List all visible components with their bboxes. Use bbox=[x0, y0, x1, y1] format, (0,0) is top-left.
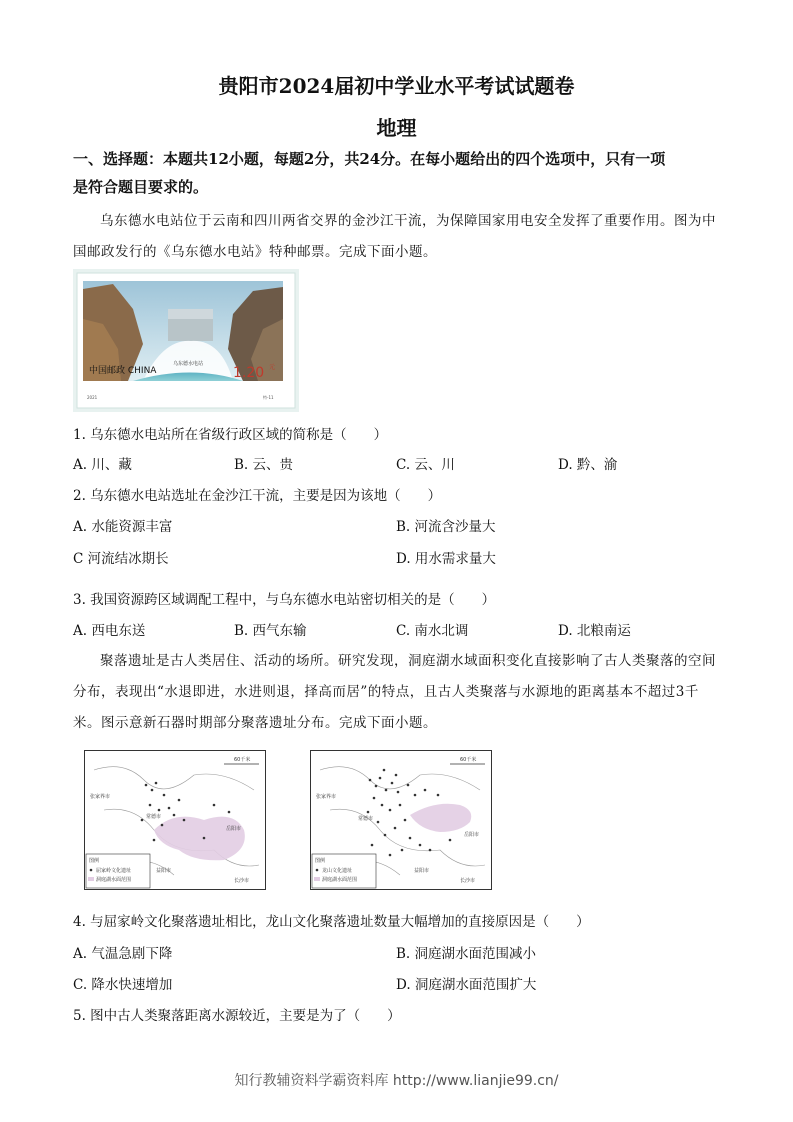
question-4-option-d[interactable]: D. 洞庭湖水面范围扩大 bbox=[396, 977, 537, 993]
settlement-map-longshan bbox=[310, 750, 492, 890]
city-label: 长沙市 bbox=[234, 878, 250, 884]
question-5-stem: 5. 图中古人类聚落距离水源较近，主要是为了（ ） bbox=[73, 1008, 401, 1024]
passage-line: 乌东德水电站位于云南和四川两省交界的金沙江干流，为保障国家用电安全发挥了重要作用。图为中 bbox=[100, 213, 716, 229]
legend-item: 屈家岭文化遗址 bbox=[96, 868, 132, 874]
map-scale-label: 60千米 bbox=[234, 757, 251, 763]
legend-item: 洞庭湖水面范围 bbox=[96, 877, 132, 883]
passage-settlements bbox=[73, 646, 723, 739]
map-scale-label: 60千米 bbox=[460, 757, 477, 763]
city-label: 岳阳市 bbox=[226, 826, 242, 832]
question-1-stem: 1. 乌东德水电站所在省级行政区域的简称是（ ） bbox=[73, 427, 388, 443]
question-4-stem: 4. 与屈家岭文化聚落遗址相比，龙山文化聚落遗址数量大幅增加的直接原因是（ ） bbox=[73, 914, 590, 930]
question-2-option-b[interactable]: B. 河流含沙量大 bbox=[396, 519, 496, 535]
city-label: 常德市 bbox=[358, 816, 374, 822]
question-4-option-b[interactable]: B. 洞庭湖水面范围减小 bbox=[396, 946, 537, 962]
section-heading-line1: 一、选择题：本题共12小题，每题2分，共24分。在每小题给出的四个选项中，只有一项 bbox=[73, 150, 666, 168]
section-heading bbox=[73, 145, 723, 201]
passage-line: 聚落遗址是古人类居住、活动的场所。研究发现，洞庭湖水域面积变化直接影响了古人类聚落的空间 bbox=[100, 653, 716, 669]
question-1-option-c[interactable]: C. 云、川 bbox=[396, 457, 455, 473]
question-2-option-a[interactable]: A. 水能资源丰富 bbox=[73, 519, 173, 535]
city-label: 长沙市 bbox=[460, 878, 476, 884]
subject-title: 地理 bbox=[376, 116, 417, 140]
city-label: 张家界市 bbox=[90, 794, 111, 800]
question-3-option-d[interactable]: D. 北粮南运 bbox=[558, 623, 631, 639]
section-heading-line2: 是符合题目要求的。 bbox=[73, 178, 209, 196]
question-1-option-d[interactable]: D. 黔、渝 bbox=[558, 457, 618, 473]
stamp-brand: 中国邮政 CHINA bbox=[89, 366, 157, 376]
stamp-image bbox=[73, 269, 299, 412]
question-2-stem: 2. 乌东德水电站选址在金沙江干流，主要是因为该地（ ） bbox=[73, 488, 442, 504]
legend-title: 图例 bbox=[315, 858, 326, 864]
question-3-option-b[interactable]: B. 西气东输 bbox=[234, 623, 307, 639]
stamp-year: 2021 bbox=[87, 395, 98, 400]
city-label: 益阳市 bbox=[414, 868, 430, 874]
question-3-option-a[interactable]: A. 西电东送 bbox=[73, 623, 146, 639]
question-2-option-d[interactable]: D. 用水需求量大 bbox=[396, 551, 496, 567]
city-label: 岳阳市 bbox=[464, 832, 480, 838]
stamp-unit: 元 bbox=[269, 364, 276, 371]
passage-line: 分布，表现出“水退即进，水进则退，择高而居”的特点，且古人类聚落与水源地的距离基本不超过3千 bbox=[73, 684, 699, 700]
city-label: 张家界市 bbox=[316, 794, 337, 800]
exam-title: 贵阳市2024届初中学业水平考试试题卷 bbox=[218, 74, 575, 98]
stamp-small-title: 乌东德水电站 bbox=[173, 361, 204, 367]
legend-title: 图例 bbox=[89, 858, 100, 864]
passage-hydropower bbox=[73, 206, 723, 268]
passage-line: 国邮政发行的《乌东德水电站》特种邮票。完成下面小题。 bbox=[73, 244, 437, 260]
legend-item: 龙山文化遗址 bbox=[322, 868, 353, 874]
question-4-option-c[interactable]: C. 降水快速增加 bbox=[73, 977, 173, 993]
passage-line: 米。图示意新石器时期部分聚落遗址分布。完成下面小题。 bbox=[73, 715, 437, 731]
city-label: 益阳市 bbox=[156, 868, 172, 874]
question-4-option-a[interactable]: A. 气温急剧下降 bbox=[73, 946, 173, 962]
question-1-option-a[interactable]: A. 川、藏 bbox=[73, 457, 132, 473]
settlement-map-qujialing bbox=[84, 750, 266, 890]
stamp-value: 1.20 bbox=[233, 365, 265, 381]
question-2-option-c[interactable]: C 河流结冰期长 bbox=[73, 551, 169, 567]
question-1-option-b[interactable]: B. 云、贵 bbox=[234, 457, 294, 473]
question-3-stem: 3. 我国资源跨区域调配工程中，与乌东德水电站密切相关的是（ ） bbox=[73, 592, 496, 608]
legend-item: 洞庭湖水面范围 bbox=[322, 877, 358, 883]
footer-watermark: 知行教辅资料学霸资料库 http://www.lianjie99.cn/ bbox=[234, 1073, 559, 1089]
city-label: 常德市 bbox=[146, 814, 162, 820]
stamp-code: 特-11 bbox=[263, 395, 274, 400]
question-3-option-c[interactable]: C. 南水北调 bbox=[396, 623, 469, 639]
